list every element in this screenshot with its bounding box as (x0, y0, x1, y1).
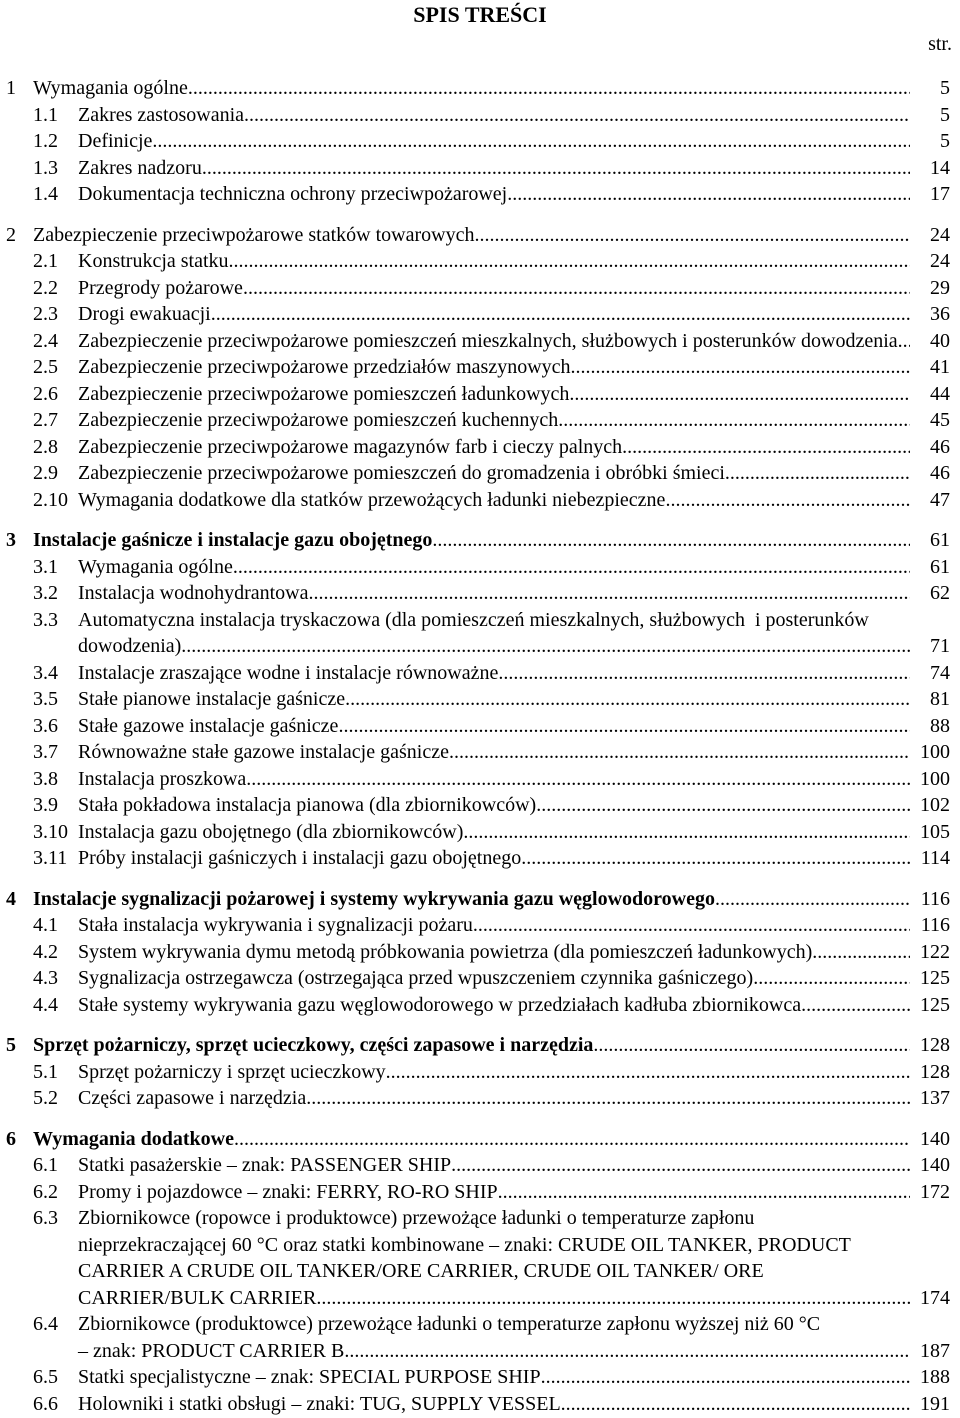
dot-leader (344, 1338, 910, 1365)
toc-entry (0, 1059, 950, 1086)
toc-entry-page-number: 71 (930, 635, 950, 657)
toc-entry-title: Instalacja proszkowa (78, 767, 247, 790)
dot-leader (338, 713, 910, 740)
toc-entry-line (0, 222, 950, 249)
toc-entry-page-number: 140 (920, 1127, 950, 1150)
toc-entry-line (0, 686, 950, 713)
toc-entry-title: System wykrywania dymu metodą próbkowania powietrza (dla pomieszczeń ładunkowych) (78, 940, 813, 963)
toc-entry-title: Instalacje zraszające wodne i instalacje równoważne (78, 661, 499, 684)
toc-section-heading (0, 1126, 950, 1153)
toc-entry-title: Próby instalacji gaśniczych i instalacji gazu obojętnego (78, 847, 522, 869)
toc-section-heading (0, 886, 950, 913)
toc-entry (0, 792, 950, 819)
toc-section (0, 1126, 950, 1418)
toc-entry-number: 2.5 (33, 356, 58, 378)
toc-entry-line (0, 660, 950, 687)
toc-entry-number: 4 (6, 887, 16, 910)
toc-entry-title: Przegrody pożarowe (78, 276, 243, 299)
dot-leader (665, 487, 910, 514)
toc-entry-page-number: 46 (930, 462, 950, 484)
toc-entry-number: 5.2 (33, 1087, 58, 1109)
toc-entry (0, 1205, 950, 1311)
toc-entry-page-number: 36 (930, 303, 950, 325)
toc-entry (0, 607, 950, 660)
toc-entry-title: dowodzenia) (78, 635, 182, 657)
toc-entry (0, 381, 950, 408)
toc-entry-title: Automatyczna instalacja tryskaczowa (dla pomieszczeń mieszkalnych, służbowych i posterunków (78, 608, 869, 631)
toc-entry-line (0, 607, 950, 634)
toc-entry (0, 301, 950, 328)
toc-entry-line (0, 1232, 950, 1259)
dot-leader (234, 1126, 910, 1153)
toc-entry-title: Statki pasażerskie – znak: PASSENGER SHIP (78, 1154, 452, 1176)
dot-leader (246, 766, 910, 793)
toc-entry-number: 6.4 (33, 1313, 58, 1335)
toc-entry (0, 819, 950, 846)
toc-entry-line (0, 1338, 950, 1365)
toc-entry (0, 1364, 950, 1391)
dot-leader (498, 660, 910, 687)
toc-entry (0, 128, 950, 155)
dot-leader (229, 248, 910, 275)
toc-entry-number: 6 (6, 1127, 16, 1150)
toc-entry (0, 580, 950, 607)
toc-entry-number: 3.3 (33, 608, 58, 631)
toc-entry-page-number: 105 (920, 820, 950, 843)
toc-entry-page-number: 47 (930, 488, 950, 511)
toc-entry-page-number: 140 (920, 1154, 950, 1176)
toc-entry (0, 713, 950, 740)
toc-entry-title: Stała instalacja wykrywania i sygnalizacji pożaru (78, 914, 473, 936)
dot-leader (521, 845, 910, 872)
toc-entry-page-number: 188 (920, 1366, 950, 1388)
toc-entry-title: Zakres zastosowania (78, 103, 245, 126)
toc-entry-title: Zbiornikowce (produktowce) przewożące ładunki o temperaturze zapłonu wyższej niż 60 °C (78, 1313, 821, 1335)
toc-entry-title: Instalacja wodnohydrantowa (78, 582, 309, 604)
toc-section-heading (0, 75, 950, 102)
toc-entry-title: Stała pokładowa instalacja pianowa (dla zbiornikowców) (78, 794, 537, 816)
toc-entry (0, 686, 950, 713)
toc-entry-title: Zakres nadzoru (78, 156, 202, 179)
toc-entry-page-number: 116 (920, 887, 950, 910)
dot-leader (451, 1152, 910, 1179)
toc-entry-number: 2.10 (33, 488, 68, 511)
toc-entry-page-number: 174 (920, 1286, 950, 1309)
toc-entry-line (0, 407, 950, 434)
page-column-label: str. (928, 33, 952, 55)
dot-leader (386, 1059, 910, 1086)
toc-entry-line (0, 1085, 950, 1112)
toc-entry-number: 1 (6, 77, 16, 99)
toc-entry-page-number: 116 (920, 914, 950, 936)
toc-entry-page-number: 17 (930, 183, 950, 205)
toc-entry (0, 248, 950, 275)
dot-leader (233, 554, 910, 581)
dot-leader (561, 1391, 910, 1418)
toc-entry-title: Równoważne stałe gazowe instalacje gaśnicze (78, 741, 449, 763)
dot-leader (211, 301, 910, 328)
toc-entry-title: Statki specjalistyczne – znak: SPECIAL PURPOSE SHIP (78, 1366, 541, 1388)
dot-leader (571, 354, 910, 381)
toc-entry (0, 939, 950, 966)
toc-entry-number: 2.2 (33, 276, 58, 299)
toc-entry-page-number: 46 (930, 435, 950, 458)
toc-entry-line (0, 328, 950, 355)
toc-entry-page-number: 137 (920, 1087, 950, 1109)
toc-section (0, 527, 950, 872)
dot-leader (622, 434, 910, 461)
dot-leader (152, 128, 910, 155)
toc-entry-page-number: 61 (930, 555, 950, 578)
toc-entry-page-number: 24 (930, 223, 950, 246)
dot-leader (449, 739, 910, 766)
toc-entry-page-number: 14 (930, 156, 950, 179)
toc-entry-title: Konstrukcja statku (78, 250, 229, 272)
toc-entry-title: nieprzekraczającej 60 °C oraz statki kombinowane – znaki: CRUDE OIL TANKER, PRODUCT (78, 1233, 851, 1256)
toc-entry-number: 3.11 (33, 847, 68, 869)
dot-leader (898, 328, 910, 355)
toc-entry-title: Zabezpieczenie przeciwpożarowe magazynów farb i cieczy palnych (78, 435, 623, 458)
toc-entry-number: 6.1 (33, 1154, 58, 1176)
toc-entry-page-number: 172 (920, 1180, 950, 1203)
toc-entry-line (0, 434, 950, 461)
toc-entry (0, 660, 950, 687)
toc-entry (0, 181, 950, 208)
toc-entry-number: 1.4 (33, 183, 58, 205)
toc-entry-line (0, 792, 950, 819)
toc-entry-page-number: 125 (920, 967, 950, 989)
toc-entry-title: Drogi ewakuacji (78, 303, 211, 325)
toc-entry-number: 2.8 (33, 435, 58, 458)
toc-entry (0, 766, 950, 793)
toc-entry-line (0, 965, 950, 992)
toc-entry-title: Instalacja gazu obojętnego (dla zbiornikowców) (78, 820, 464, 843)
toc-entry-line (0, 1391, 950, 1418)
toc-entry-title: Instalacje gaśnicze i instalacje gazu obojętnego (33, 529, 433, 551)
dot-leader (432, 527, 910, 554)
toc-entry-number: 3 (6, 529, 16, 551)
toc-section-heading (0, 222, 950, 249)
toc-entry-page-number: 41 (930, 356, 950, 378)
toc-entry (0, 845, 950, 872)
toc-entry-line (0, 75, 950, 102)
toc-entry (0, 1179, 950, 1206)
toc-entry-title: Zabezpieczenie przeciwpożarowe pomieszczeń ładunkowych (78, 382, 570, 405)
toc-entry-line (0, 739, 950, 766)
toc-entry-title: Zabezpieczenie przeciwpożarowe statków towarowych (33, 223, 475, 246)
toc-entry-line (0, 248, 950, 275)
toc-entry-number: 1.3 (33, 156, 58, 179)
toc-section (0, 222, 950, 514)
toc-entry-title: Części zapasowe i narzędzia (78, 1087, 307, 1109)
toc-entry-title: Promy i pojazdowce – znaki: FERRY, RO-RO SHIP (78, 1180, 498, 1203)
toc-entry-number: 3.9 (33, 794, 58, 816)
toc-entry-title: Wymagania dodatkowe (33, 1127, 234, 1150)
dot-leader (541, 1364, 910, 1391)
toc-entry-line (0, 1205, 950, 1232)
toc-entry (0, 739, 950, 766)
toc-entry (0, 275, 950, 302)
toc-section (0, 886, 950, 1019)
dot-leader (593, 1032, 910, 1059)
toc-entry-number: 4.2 (33, 940, 58, 963)
toc-entry-number: 4.4 (33, 993, 58, 1016)
dot-leader (812, 939, 910, 966)
toc-entry-title: Wymagania ogólne (78, 555, 233, 578)
dot-leader (536, 792, 910, 819)
toc-entry (0, 102, 950, 129)
toc-entry-page-number: 187 (920, 1339, 950, 1362)
toc-entry-page-number: 5 (940, 77, 950, 99)
toc-entry-line (0, 1059, 950, 1086)
toc-entry-number: 3.8 (33, 767, 58, 790)
toc-entry-page-number: 5 (940, 130, 950, 152)
dot-leader (715, 886, 910, 913)
dot-leader (316, 1285, 910, 1312)
toc-entry-line (0, 301, 950, 328)
toc-entry-title: Sprzęt pożarniczy, sprzęt ucieczkowy, części zapasowe i narzędzia (33, 1034, 594, 1056)
toc-entry-page-number: 62 (930, 582, 950, 604)
toc-entry-line (0, 1032, 950, 1059)
toc-entry-number: 2.9 (33, 462, 58, 484)
toc-entry-line (0, 354, 950, 381)
toc-entry-line (0, 460, 950, 487)
toc-entry-line (0, 845, 950, 872)
toc-entry-number: 3.6 (33, 714, 58, 737)
toc-entry-page-number: 29 (930, 276, 950, 299)
toc-entry-number: 2.6 (33, 382, 58, 405)
toc-entry-number: 5.1 (33, 1060, 58, 1083)
toc-entry-line (0, 912, 950, 939)
dot-leader (181, 633, 910, 660)
toc-entry-number: 4.3 (33, 967, 58, 989)
toc-entry-line (0, 766, 950, 793)
toc-entry-title: Zabezpieczenie przeciwpożarowe przedziałów maszynowych (78, 356, 571, 378)
toc-entry-number: 6.5 (33, 1366, 58, 1388)
toc-entry-line (0, 128, 950, 155)
toc-entry (0, 354, 950, 381)
dot-leader (463, 819, 910, 846)
toc-entry-line (0, 1364, 950, 1391)
toc-entry-title: Stałe pianowe instalacje gaśnicze (78, 688, 346, 710)
toc-entry-line (0, 554, 950, 581)
dot-leader (801, 992, 910, 1019)
toc-entry-title: CARRIER/BULK CARRIER (78, 1286, 317, 1309)
dot-leader (306, 1085, 910, 1112)
toc-entry-line (0, 275, 950, 302)
toc-entry-line (0, 633, 950, 660)
toc-entry-number: 2.1 (33, 250, 58, 272)
toc-entry-number: 1.1 (33, 103, 58, 126)
toc-entry-title: Dokumentacja techniczna ochrony przeciwpożarowej (78, 183, 508, 205)
toc-entry (0, 1391, 950, 1418)
toc-section (0, 75, 950, 208)
toc-entry-page-number: 128 (920, 1034, 950, 1056)
dot-leader (474, 222, 910, 249)
toc-entry-page-number: 74 (930, 661, 950, 684)
toc-entry-title: Wymagania ogólne (33, 77, 188, 99)
dot-leader (188, 75, 910, 102)
toc-entry (0, 912, 950, 939)
document-title: SPIS TREŚCI (413, 2, 547, 27)
dot-leader (345, 686, 910, 713)
toc-entry-page-number: 114 (920, 847, 950, 869)
toc-entry-title: Instalacje sygnalizacji pożarowej i systemy wykrywania gazu węglowodorowego (33, 887, 715, 910)
toc-entry-title: Stałe gazowe instalacje gaśnicze (78, 714, 339, 737)
toc-entry-number: 4.1 (33, 914, 58, 936)
toc-entry-line (0, 381, 950, 408)
toc-entry-page-number: 24 (930, 250, 950, 272)
toc-entry (0, 434, 950, 461)
dot-leader (244, 102, 910, 129)
toc-entry-page-number: 102 (920, 794, 950, 816)
toc-entry-number: 3.1 (33, 555, 58, 578)
toc-section (0, 1032, 950, 1112)
toc-entry-number: 2.7 (33, 409, 58, 431)
toc-entry-title: Stałe systemy wykrywania gazu węglowodorowego w przedziałach kadłuba zbiornikowca (78, 993, 802, 1016)
dot-leader (725, 460, 910, 487)
table-of-contents (0, 75, 950, 1417)
toc-entry-number: 6.6 (33, 1392, 58, 1415)
toc-entry-page-number: 44 (930, 382, 950, 405)
toc-entry-title: CARRIER A CRUDE OIL TANKER/ORE CARRIER, CRUDE OIL TANKER/ ORE (78, 1260, 764, 1282)
toc-entry (0, 1152, 950, 1179)
dot-leader (202, 155, 910, 182)
dot-leader (569, 381, 910, 408)
toc-entry-line (0, 155, 950, 182)
toc-entry (0, 992, 950, 1019)
toc-entry-line (0, 992, 950, 1019)
toc-entry-line (0, 819, 950, 846)
toc-section-heading (0, 527, 950, 554)
toc-entry-title: Zabezpieczenie przeciwpożarowe pomieszczeń kuchennych (78, 409, 559, 431)
toc-entry-line (0, 181, 950, 208)
toc-entry-line (0, 102, 950, 129)
toc-entry-line (0, 1152, 950, 1179)
toc-entry-line (0, 1258, 950, 1285)
toc-entry-title: Sygnalizacja ostrzegawcza (ostrzegająca przed wpuszczeniem czynnika gaśniczego) (78, 967, 754, 989)
toc-entry-title: Zabezpieczenie przeciwpożarowe pomieszczeń mieszkalnych, służbowych i posterunków dowodzenia (78, 329, 898, 352)
toc-entry (0, 1311, 950, 1364)
toc-entry-number: 2.3 (33, 303, 58, 325)
toc-entry-number: 3.10 (33, 820, 68, 843)
toc-entry-line (0, 1285, 950, 1312)
dot-leader (473, 912, 910, 939)
toc-entry-title: – znak: PRODUCT CARRIER B (78, 1339, 345, 1362)
toc-entry-page-number: 100 (920, 767, 950, 790)
toc-entry-number: 5 (6, 1034, 16, 1056)
toc-entry-number: 1.2 (33, 130, 58, 152)
dot-leader (507, 181, 910, 208)
toc-entry-line (0, 713, 950, 740)
toc-section-heading (0, 1032, 950, 1059)
toc-entry-number: 3.2 (33, 582, 58, 604)
toc-entry-line (0, 886, 950, 913)
toc-entry-page-number: 5 (940, 103, 950, 126)
toc-entry-title: Holowniki i statki obsługi – znaki: TUG, SUPPLY VESSEL (78, 1392, 561, 1415)
toc-entry-number: 3.4 (33, 661, 58, 684)
toc-entry-page-number: 128 (920, 1060, 950, 1083)
toc-entry (0, 965, 950, 992)
toc-entry-line (0, 487, 950, 514)
toc-entry-title: Definicje (78, 130, 153, 152)
toc-entry-page-number: 61 (930, 529, 950, 551)
toc-entry-line (0, 939, 950, 966)
toc-entry (0, 487, 950, 514)
toc-entry-page-number: 40 (930, 329, 950, 352)
toc-entry-line (0, 1311, 950, 1338)
toc-entry-title: Wymagania dodatkowe dla statków przewożących ładunki niebezpieczne (78, 488, 666, 511)
toc-entry-number: 2 (6, 223, 16, 246)
dot-leader (498, 1179, 910, 1206)
toc-entry-number: 2.4 (33, 329, 58, 352)
toc-entry-number: 6.3 (33, 1207, 58, 1229)
toc-entry-number: 3.7 (33, 741, 58, 763)
toc-entry-page-number: 125 (920, 993, 950, 1016)
toc-entry-page-number: 88 (930, 714, 950, 737)
dot-leader (558, 407, 910, 434)
toc-entry-line (0, 1126, 950, 1153)
toc-entry (0, 460, 950, 487)
toc-entry-line (0, 580, 950, 607)
toc-entry-number: 3.5 (33, 688, 58, 710)
toc-entry (0, 1085, 950, 1112)
toc-entry-page-number: 100 (920, 741, 950, 763)
dot-leader (243, 275, 910, 302)
toc-entry (0, 155, 950, 182)
toc-entry-page-number: 45 (930, 409, 950, 431)
toc-entry-line (0, 1179, 950, 1206)
toc-entry-line (0, 527, 950, 554)
toc-entry-title: Zbiornikowce (ropowce i produktowce) przewożące ładunki o temperaturze zapłonu (78, 1207, 755, 1229)
dot-leader (753, 965, 910, 992)
dot-leader (308, 580, 910, 607)
toc-entry-page-number: 81 (930, 688, 950, 710)
toc-entry-title: Sprzęt pożarniczy i sprzęt ucieczkowy (78, 1060, 386, 1083)
toc-entry (0, 554, 950, 581)
toc-entry-page-number: 191 (920, 1392, 950, 1415)
toc-entry (0, 407, 950, 434)
toc-entry-page-number: 122 (920, 940, 950, 963)
toc-entry (0, 328, 950, 355)
toc-entry-number: 6.2 (33, 1180, 58, 1203)
toc-entry-title: Zabezpieczenie przeciwpożarowe pomieszczeń do gromadzenia i obróbki śmieci (78, 462, 725, 484)
